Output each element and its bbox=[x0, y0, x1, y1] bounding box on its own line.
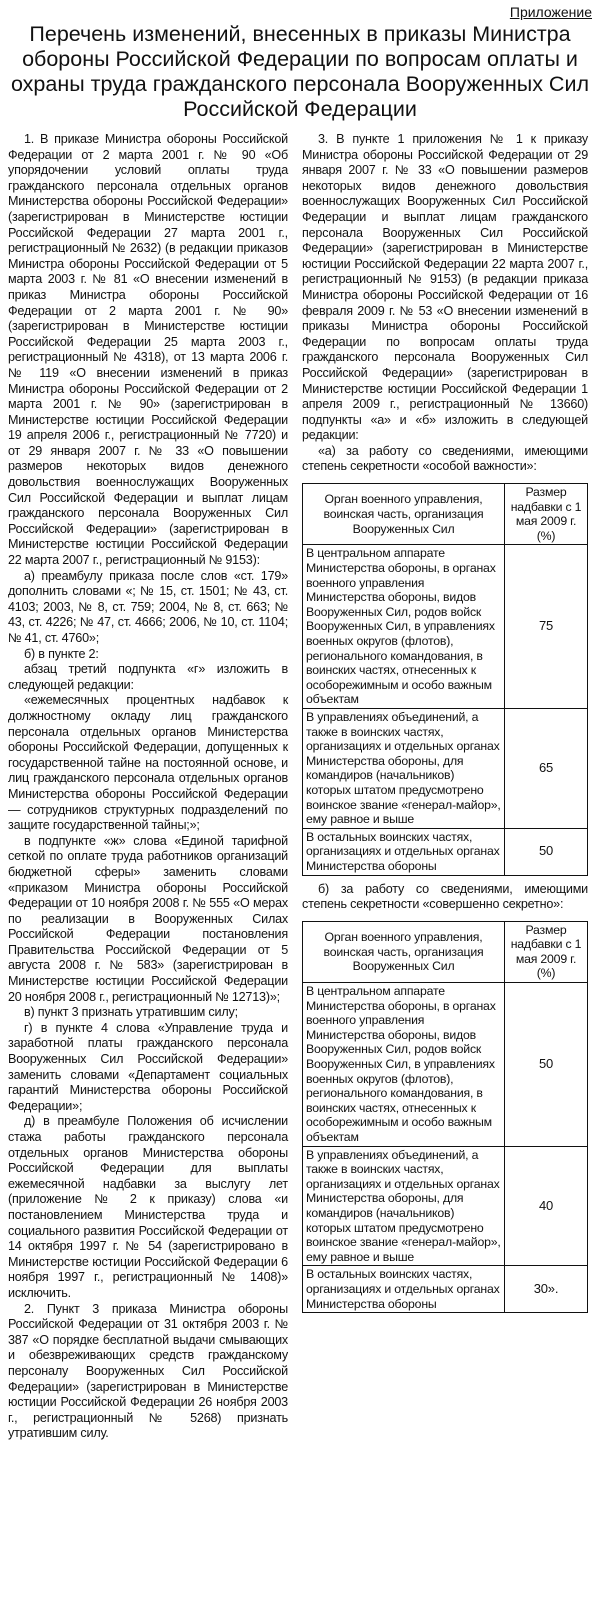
header-size: Размер надбавки с 1 мая 2009 г. (%) bbox=[505, 484, 588, 545]
header-org: Орган военного управления, воинская часть, организация Вооруженных Сил bbox=[303, 484, 505, 545]
allowance-table-a bbox=[302, 483, 588, 875]
right-column bbox=[302, 132, 588, 1319]
paragraph-3b: б) за работу со сведениями, имеющими степень секретности «совершенно секретно»: bbox=[302, 881, 588, 912]
paragraph-1v: в) пункт 3 признать утратившим силу; bbox=[24, 1005, 238, 1020]
row-org: В остальных воинских частях, организациях и отдельных органах Министерства обороны bbox=[303, 828, 505, 875]
row-value: 75 bbox=[505, 545, 588, 709]
paragraph-1d: д) в преамбуле Положения об исчислении стажа работы гражданского персонала отдельных органов Министерства обороны Российской Федерации для выплаты ежемесячной надбавки за выслугу лет (приложение № 2 к приказу) слова «и постановлением Министерства труда и социального развития Российской Федерации от 14 октября 1997 г. № 54 (зарегистрировано в Министерстве юстиции Российской Федерации 6 ноября 1997 г., регистрационный № 1408)» исключить. bbox=[8, 1114, 288, 1300]
table-row bbox=[303, 983, 588, 1147]
table-row bbox=[303, 1266, 588, 1313]
header-org: Орган военного управления, воинская часть, организация Вооруженных Сил bbox=[303, 921, 505, 982]
table-header-row bbox=[303, 484, 588, 545]
paragraph-3a: «а) за работу со сведениями, имеющими степень секретности «особой важности»: bbox=[302, 443, 588, 474]
table-row bbox=[303, 708, 588, 828]
document-title: Перечень изменений, внесенных в приказы Министра обороны Российской Федерации по вопросам оплаты и охраны труда гражданского персонала Вооруженных Сил Российской Федерации bbox=[10, 22, 590, 121]
row-value: 30». bbox=[505, 1266, 588, 1313]
table-row bbox=[303, 828, 588, 875]
appendix-label: Приложение bbox=[509, 4, 592, 20]
row-org: В остальных воинских частях, организациях и отдельных органах Министерства обороны bbox=[303, 1266, 505, 1313]
document-body bbox=[0, 132, 600, 1618]
row-org: В центральном аппарате Министерства обороны, в органах военного управления Министерства обороны, видов Вооруженных Сил, родов войск Вооруженных Сил, в управлениях военных округов (флотов), регионального командования, в воинских частях, отнесенных к особорежимным и особо важным объектам bbox=[303, 983, 505, 1147]
row-value: 50 bbox=[505, 828, 588, 875]
allowance-table-b bbox=[302, 921, 588, 1313]
row-org: В управлениях объединений, а также в воинских частях, организациях и отдельных органах Министерства обороны, для командиров (начальников) которых штатом предусмотрено воинское звание «генерал-майор», ему равное и выше bbox=[303, 708, 505, 828]
table-header-row bbox=[303, 921, 588, 982]
left-column bbox=[8, 132, 288, 1442]
paragraph-2: 2. Пункт 3 приказа Министра обороны Российской Федерации от 31 октября 2003 г. № 387 «О порядке бесплатной выдачи смывающих и обезвреживающих средств гражданскому персоналу Вооруженных Сил Российской Федерации» (зарегистрирован в Министерстве юстиции Российской Федерации 26 ноября 2003 г., регистрационный № 5268) признать утратившим силу. bbox=[8, 1301, 288, 1441]
row-org: В управлениях объединений, а также в воинских частях, организациях и отдельных органах Министерства обороны, для командиров (начальников) которых штатом предусмотрено воинское звание «генерал-майор», ему равное и выше bbox=[303, 1146, 505, 1266]
row-value: 40 bbox=[505, 1146, 588, 1266]
row-org: В центральном аппарате Министерства обороны, в органах военного управления Министерства обороны, видов Вооруженных Сил, родов войск Вооруженных Сил, в управлениях военных округов (флотов), регионального командования, в воинских частях, отнесенных к особорежимным и особо важным объектам bbox=[303, 545, 505, 709]
table-row bbox=[303, 1146, 588, 1266]
paragraph-1g: г) в пункте 4 слова «Управление труда и заработной платы гражданского персонала Вооруженных Сил Российской Федерации» заменить словами «Департамент социальных гарантий Министерства обороны Российской Федерации»; bbox=[8, 1020, 288, 1113]
paragraph-1b-quote: «ежемесячных процентных надбавок к должностному окладу лиц гражданского персонала отдельных органов Министерства обороны Российской Федерации, допущенных к государственной тайне на постоянной основе, и лиц гражданского персонала отдельных органов Министерства обороны Российской Федерации — сотрудников структурных подразделений по защите государственной тайны;»; bbox=[8, 693, 288, 833]
paragraph-1b: б) в пункте 2: bbox=[24, 646, 99, 661]
paragraph-1a: а) преамбулу приказа после слов «ст. 179» дополнить словами «; № 15, ст. 1501; № 43, ст. 4103; 2003, № 8, ст. 759; 2004, № 8, ст. 663; № 43, ст. 4226; № 47, ст. 4666; 2006, № 10, ст. 1104; № 41, ст. 4760»; bbox=[8, 568, 288, 645]
header-size: Размер надбавки с 1 мая 2009 г. (%) bbox=[505, 921, 588, 982]
paragraph-3: 3. В пункте 1 приложения № 1 к приказу Министра обороны Российской Федерации от 29 января 2007 г. № 33 «О повышении размеров некоторых видов денежного довольствия военнослужащих Вооруженных Сил Российской Федерации и выплат лицам гражданского персонала Вооруженных Сил Российской Федерации» (зарегистрирован в Министерстве юстиции Российской Федерации 22 марта 2007 г., регистрационный № 9153) (в редакции приказа Министра обороны Российской Федерации от 16 февраля 2009 г. № 53 «О внесении изменений в приказы Министра обороны Российской Федерации по вопросам оплаты труда гражданского персонала Вооруженных Сил Российской Федерации» (зарегистрирован в Министерстве юстиции Российской Федерации 1 апреля 2009 г., регистрационный № 13660) подпункты «а» и «б» изложить в следующей редакции: bbox=[302, 132, 588, 443]
paragraph-1: 1. В приказе Министра обороны Российской Федерации от 2 марта 2001 г. № 90 «Об упорядочении условий оплаты труда гражданского персонала отдельных органов Министерства обороны Российской Федерации» (зарегистрирован в Министерстве юстиции Российской Федерации 27 марта 2001 г., регистрационный № 2632) (в редакции приказов Министра обороны Российской Федерации от 5 марта 2003 г. № 81 «О внесении изменений в приказ Министра обороны Российской Федерации от 2 марта 2001 г. № 90» (зарегистрирован в Министерстве юстиции Российской Федерации 25 марта 2003 г., регистрационный № 4318), от 13 марта 2006 г. № 119 «О внесении изменений в приказ Министра обороны Российской Федерации от 2 марта 2001 г. № 90» (зарегистрирован в Министерстве юстиции Российской Федерации 19 апреля 2006 г., регистрационный № 7720) и от 29 января 2007 г. № 33 «О повышении размеров некоторых видов денежного довольствия военнослужащих Вооруженных Сил Российской Федерации и выплат лицам гражданского персонала Вооруженных Сил Российской Федерации» (зарегистрирован в Министерстве юстиции Российской Федерации 22 марта 2007 г., регистрационный № 9153): bbox=[8, 132, 288, 568]
row-value: 65 bbox=[505, 708, 588, 828]
paragraph-1b-zh: в подпункте «ж» слова «Единой тарифной сеткой по оплате труда работников организаций бюджетной сферы» заменить словами «приказом Министра обороны Российской Федерации от 10 ноября 2008 г. № 555 «О мерах по реализации в Вооруженных Силах Российской Федерации постановления Правительства Российской Федерации от 5 августа 2008 г. № 583» (зарегистрирован в Министерстве юстиции Российской Федерации 20 ноября 2008 г., регистрационный № 12713)»; bbox=[8, 833, 288, 1004]
table-row bbox=[303, 545, 588, 709]
paragraph-1b-intro: абзац третий подпункта «г» изложить в следующей редакции: bbox=[8, 662, 288, 692]
row-value: 50 bbox=[505, 983, 588, 1147]
